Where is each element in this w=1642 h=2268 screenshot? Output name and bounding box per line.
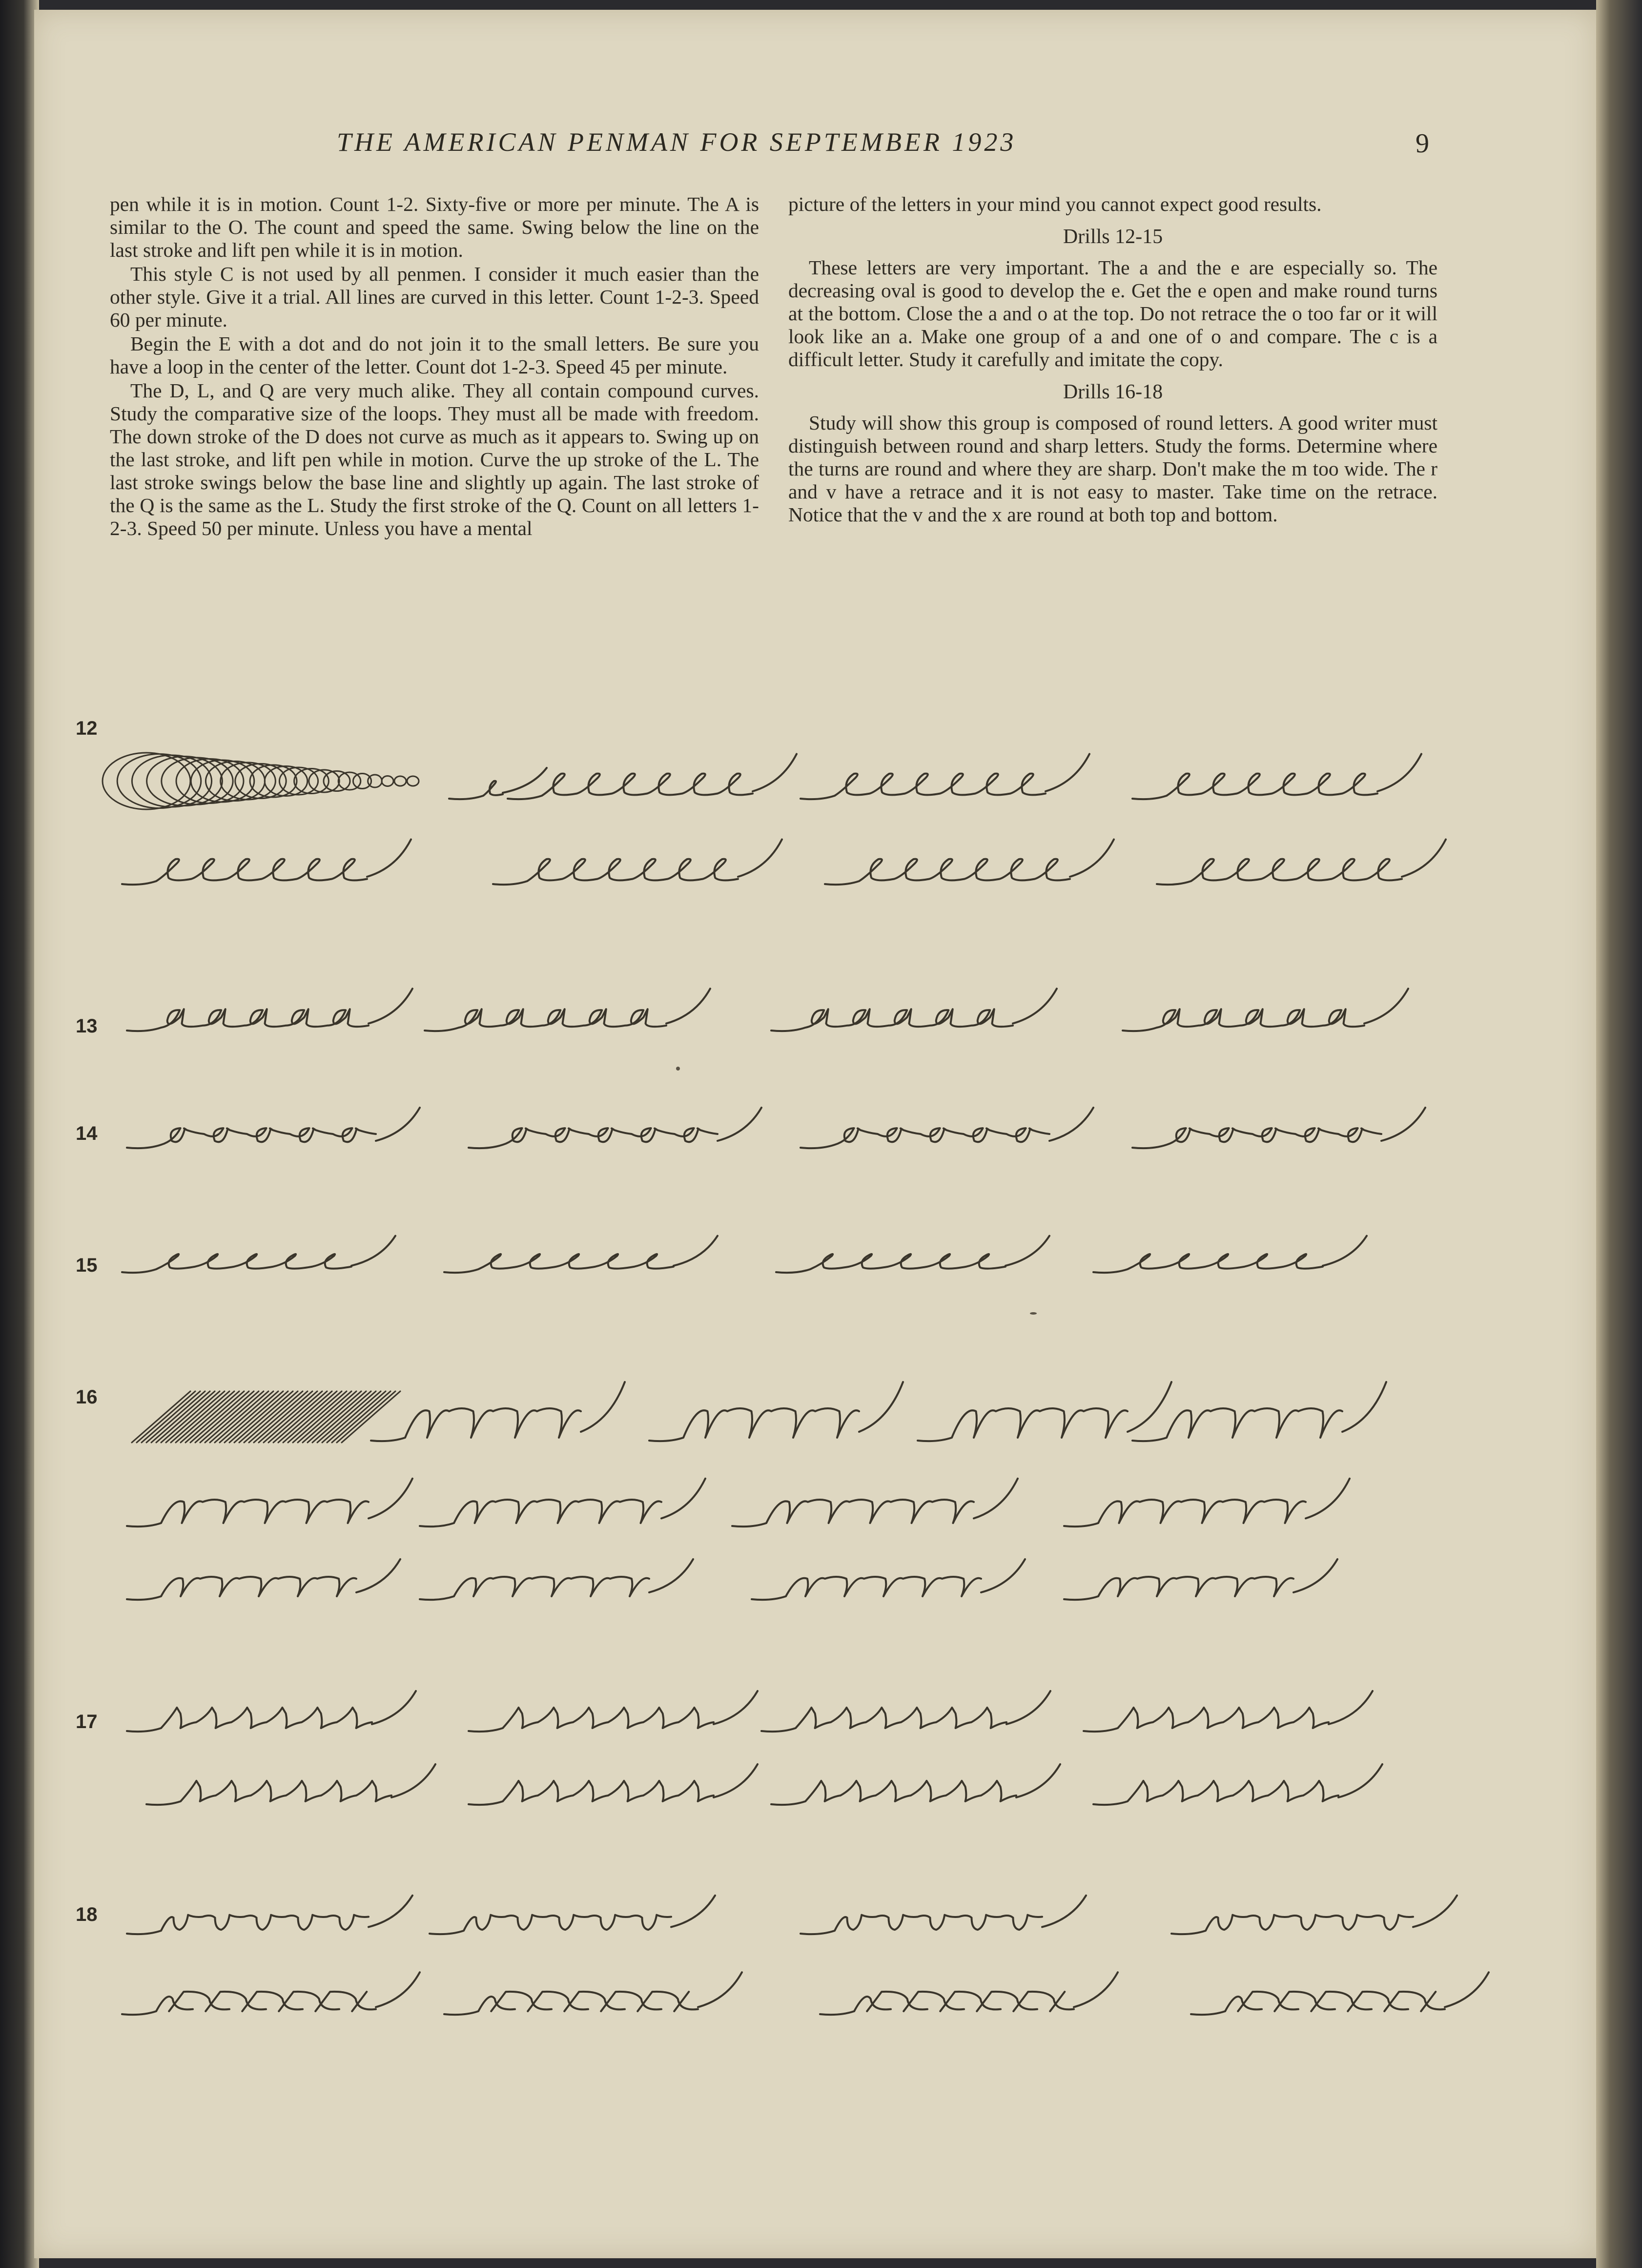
paragraph: Study will show this group is composed of round letters. A good writer must distinguish between round and sharp letters. Study the forms. Determine where the turns are round and where they are sharp. Don't make the m too wide. The r and v have a retrace and it is not easy to master. Take time on the retrace. Notice that the v and the x are round at both top and bottom. xyxy=(788,412,1437,526)
e-drill-group xyxy=(122,840,411,885)
ink-speck xyxy=(1030,1312,1037,1315)
drill-label-18: 18 xyxy=(76,1904,98,1925)
drill-label-16: 16 xyxy=(76,1386,98,1408)
e-drill-group xyxy=(1132,754,1421,800)
x-drill-group xyxy=(444,1972,742,2015)
e-drill-group xyxy=(800,754,1089,800)
e-drill-group xyxy=(508,754,797,800)
n-drill-group xyxy=(1064,1559,1337,1600)
v-drill-group xyxy=(1171,1896,1457,1934)
m-drill-group xyxy=(420,1479,705,1526)
n-drill-group xyxy=(127,1559,400,1600)
v-drill-group xyxy=(127,1896,412,1934)
x-drill-group xyxy=(1191,1972,1489,2015)
r-drill-group xyxy=(771,1764,1060,1805)
section-heading: Drills 12-15 xyxy=(1063,226,1163,248)
n-drill-group xyxy=(420,1559,693,1600)
r-drill-group xyxy=(146,1764,435,1805)
ink-speck xyxy=(676,1067,680,1071)
drill-label-17: 17 xyxy=(76,1711,98,1732)
slant-line-drill xyxy=(132,1391,400,1443)
paragraph: These letters are very important. The a and the e are especially so. The decreasing oval is good to develop the e. Get the e open and make round turns at the bottom. Close the a and o at the top. Do not retrace the o too far or it will look like an a. Make one group of a and one of o and compare. The c is a difficult letter. Study it carefully and imitate the copy. xyxy=(788,256,1437,371)
a-drill-group xyxy=(771,989,1057,1031)
r-drill-group xyxy=(1093,1764,1382,1805)
o-drill-group xyxy=(800,1108,1093,1148)
drill-label-14: 14 xyxy=(76,1123,98,1144)
v-drill-group xyxy=(800,1896,1086,1934)
c-drill-group xyxy=(444,1236,718,1273)
r-drill-group xyxy=(469,1764,758,1805)
v-drill-group xyxy=(430,1896,715,1934)
running-header: THE AMERICAN PENMAN FOR SEPTEMBER 1923 xyxy=(337,127,1017,157)
x-drill-group xyxy=(820,1972,1118,2015)
m-drill-group xyxy=(649,1382,903,1441)
e-drill-group xyxy=(1157,840,1446,885)
paragraph: Begin the E with a dot and do not join it to the small letters. Be sure you have a loop in the center of the letter. Count dot 1-2-3. Speed 45 per minute. xyxy=(110,332,759,378)
e-drill-group xyxy=(825,840,1114,885)
paragraph: pen while it is in motion. Count 1-2. Sixty-five or more per minute. The A is similar to the O. The count and speed the same. Swing below the line on the last stroke and lift pen while it is in motion. xyxy=(110,193,759,261)
a-drill-group xyxy=(425,989,710,1031)
m-drill-group xyxy=(127,1479,412,1526)
paragraph: This style C is not used by all penmen. I consider it much easier than the other style. Give it a trial. All lines are curved in this letter. Count 1-2-3. Speed 60 per minute. xyxy=(110,263,759,331)
c-drill-group xyxy=(1093,1236,1367,1273)
m-drill-group xyxy=(1064,1479,1350,1526)
m-drill-group xyxy=(918,1382,1171,1441)
m-drill-group xyxy=(732,1479,1018,1526)
r-drill-group xyxy=(469,1691,758,1732)
page-number: 9 xyxy=(1416,128,1429,159)
r-drill-group xyxy=(127,1691,416,1732)
x-drill-group xyxy=(122,1972,420,2015)
drill-label-13: 13 xyxy=(76,1015,98,1037)
drill-label-15: 15 xyxy=(76,1255,98,1276)
drill-label-12: 12 xyxy=(76,718,98,739)
e-drill-group xyxy=(449,768,547,799)
e-drill-group xyxy=(493,840,782,885)
paragraph: picture of the letters in your mind you cannot expect good results. xyxy=(788,193,1322,215)
a-drill-group xyxy=(127,989,412,1031)
r-drill-group xyxy=(1084,1691,1373,1732)
c-drill-group xyxy=(776,1236,1049,1273)
n-drill-group xyxy=(752,1559,1025,1600)
section-heading: Drills 16-18 xyxy=(1063,381,1163,403)
o-drill-group xyxy=(469,1108,761,1148)
paragraph: The D, L, and Q are very much alike. They all contain compound curves. Study the comparative size of the loops. They must all be made with freedom. The down stroke of the D does not curve as much as it appears to. Swing up on the last stroke, and lift pen while in motion. Curve the up stroke of the L. The last stroke swings below the base line and slightly up again. The last stroke of the Q is the same as the L. Study the first stroke of the Q. Count on all letters 1-2-3. Speed 50 per minute. Unless you have a mental xyxy=(110,379,759,539)
r-drill-group xyxy=(761,1691,1050,1732)
m-drill-group xyxy=(1132,1382,1386,1441)
o-drill-group xyxy=(1132,1108,1425,1148)
m-drill-group xyxy=(371,1382,625,1441)
a-drill-group xyxy=(1123,989,1408,1031)
c-drill-group xyxy=(122,1236,395,1273)
o-drill-group xyxy=(127,1108,420,1148)
decreasing-oval-drill xyxy=(103,753,419,809)
